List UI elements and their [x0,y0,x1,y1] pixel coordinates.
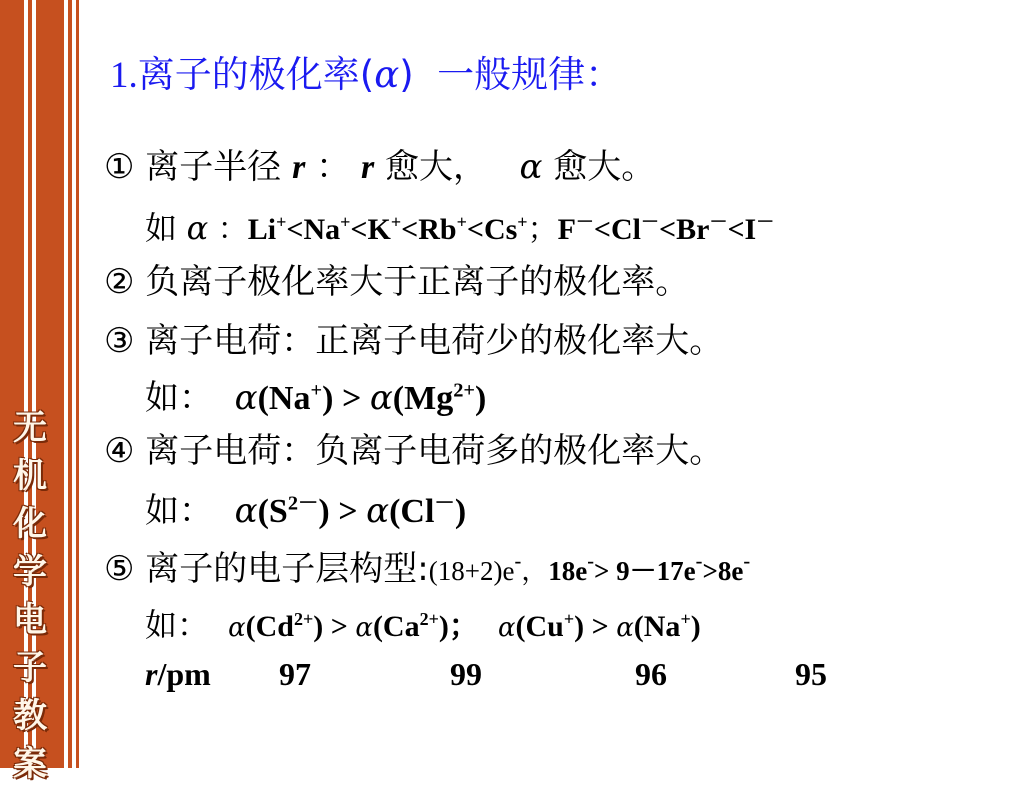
band-char: 子 [13,648,47,688]
example-lead: 如 [145,209,178,247]
ion-symbol: (Cd [245,610,294,643]
rule-marker: ② [104,262,135,302]
rule-2 [104,254,689,303]
alpha-symbol: α [616,613,634,643]
radius-value: 97 [279,656,311,692]
alpha-symbol: α [369,378,393,418]
ion-symbol: (Mg [392,380,454,417]
ion-symbol: (Na [633,610,681,643]
ion-symbol: (Ca [372,610,420,643]
ion-charge: + [563,609,575,629]
alpha-symbol: α [355,613,373,643]
ion-charge: - [743,550,751,573]
paren: ) [313,610,324,643]
alpha-symbol: α [374,53,400,96]
radius-label [145,656,211,693]
radius-symbol: r [292,149,306,186]
rule-4 [104,423,723,472]
semicolon: ； [527,212,558,247]
alpha-symbol: α [234,378,258,418]
less-than: < [659,213,677,246]
ion-charge: + [310,379,323,402]
greater-than: > [341,380,362,417]
band-stripe [76,0,79,768]
ion-charge: － [575,212,594,232]
ion-symbol: (Cu [515,610,564,643]
radius-symbol: r [360,149,375,186]
ion-charge: + [340,212,351,232]
colon: ： [217,212,248,247]
example-lead: 如： [145,378,213,418]
rule-text: 愈大， [385,147,488,187]
rule-text: 离子电荷：负离子电荷多的极化率大。 [145,431,724,471]
config-a: (18+2)e [428,556,515,586]
anion-series [558,213,775,246]
config-c: > 9－17e [594,556,696,586]
alpha-symbol: α [186,209,209,247]
ion-expression [516,610,617,643]
ion-symbol: K [367,213,391,246]
ion-charge: － [709,212,728,232]
paren: ) [318,493,330,530]
band-char: 无 [13,408,47,448]
ion-expression [373,610,479,643]
less-than: < [727,213,745,246]
rule-text: 愈大。 [553,147,656,187]
rule-text: 离子电荷：正离子电荷少的极化率大。 [145,321,724,361]
ion-symbol: I [744,213,757,246]
rule-3 [104,313,723,362]
config-d: >8e [702,556,744,586]
radius-symbol: r [145,656,158,692]
alpha-symbol: α [234,491,258,531]
slide-title [110,44,622,98]
ion-expression [634,610,701,643]
less-than: < [401,213,419,246]
radius-row [145,656,865,696]
less-than: < [466,213,484,246]
rule-text: 离子的电子层构型: [145,549,429,589]
greater-than: > [330,610,348,643]
ion-symbol: Li [247,213,277,246]
greater-than: > [338,493,358,530]
paren: ) [322,380,334,417]
ion-expression [258,493,367,530]
band-char: 学 [13,552,47,592]
ion-symbol: Br [676,213,710,246]
cation-series [248,213,528,246]
greater-than: > [591,610,609,643]
ion-symbol: (S [257,493,288,530]
rule-1 [104,139,655,188]
rule-text: 负离子极化率大于正离子的极化率。 [145,262,690,302]
band-char: 机 [13,456,47,496]
title-text: 一般规律： [437,53,623,96]
ion-expression [393,380,487,417]
ion-charge: 2－ [287,492,319,515]
ion-charge: - [695,550,703,573]
ion-charge: + [517,212,528,232]
ion-charge: 2+ [453,379,476,402]
rule-marker: ① [104,147,135,187]
ion-symbol: (Cl [389,493,435,530]
less-than: < [593,213,611,246]
rule-marker: ③ [104,321,135,361]
radius-unit: /pm [157,656,211,692]
band-vertical-title [11,404,49,788]
ion-charge: + [456,212,467,232]
ion-symbol: F [557,213,576,246]
paren: ) [475,380,487,417]
config-b: 18e [548,556,588,586]
example-3 [145,370,486,419]
rule-5 [104,541,750,590]
band-char: 教 [13,696,47,736]
band-char: 化 [13,504,47,544]
paren: ) [454,493,467,530]
rule-marker: ④ [104,431,135,471]
ion-expression [246,610,356,643]
ion-charge: - [587,550,595,573]
ion-charge: + [276,212,287,232]
less-than: < [350,213,368,246]
band-char: 电 [13,600,47,640]
ion-symbol: (Na [257,380,311,417]
ion-symbol: Cs [483,213,518,246]
rule-text: 离子半径 [145,147,282,187]
ion-charge: 2+ [294,609,314,629]
example-lead: 如： [145,606,210,644]
radius-value: 99 [450,656,482,692]
ion-symbol: Cl [611,213,641,246]
paren: ) [690,610,701,643]
band-stripe [68,0,72,768]
paren: ) [574,610,585,643]
ion-expression [389,493,466,530]
title-text: ) [399,53,414,96]
example-5 [145,600,701,646]
example-lead: 如： [145,491,213,531]
band-char: 案 [13,744,47,784]
example-1 [145,203,774,249]
alpha-symbol: α [497,613,516,643]
alpha-symbol: α [228,613,246,643]
ion-charge: - [514,550,522,573]
ion-charge: 2+ [419,609,439,629]
rule-marker: ⑤ [104,549,135,589]
ion-symbol: Rb [418,213,457,246]
ion-symbol: Na [303,213,341,246]
example-4 [145,483,466,532]
ion-charge: + [390,212,402,232]
colon: ： [316,147,351,187]
title-text: 离子的极化率( [137,53,375,96]
alpha-symbol: α [519,147,543,187]
side-decoration-band [0,0,90,784]
radius-value: 96 [635,656,667,692]
ion-charge: － [641,212,659,232]
radius-value: 95 [795,656,827,692]
ion-charge: + [680,609,691,629]
separator: ， [521,556,549,587]
alpha-symbol: α [366,491,390,531]
paren: )； [438,610,479,643]
less-than: < [286,213,304,246]
ion-charge: － [434,492,455,515]
title-number: 1. [110,55,138,96]
ion-charge: － [756,212,775,232]
ion-expression [258,380,370,417]
